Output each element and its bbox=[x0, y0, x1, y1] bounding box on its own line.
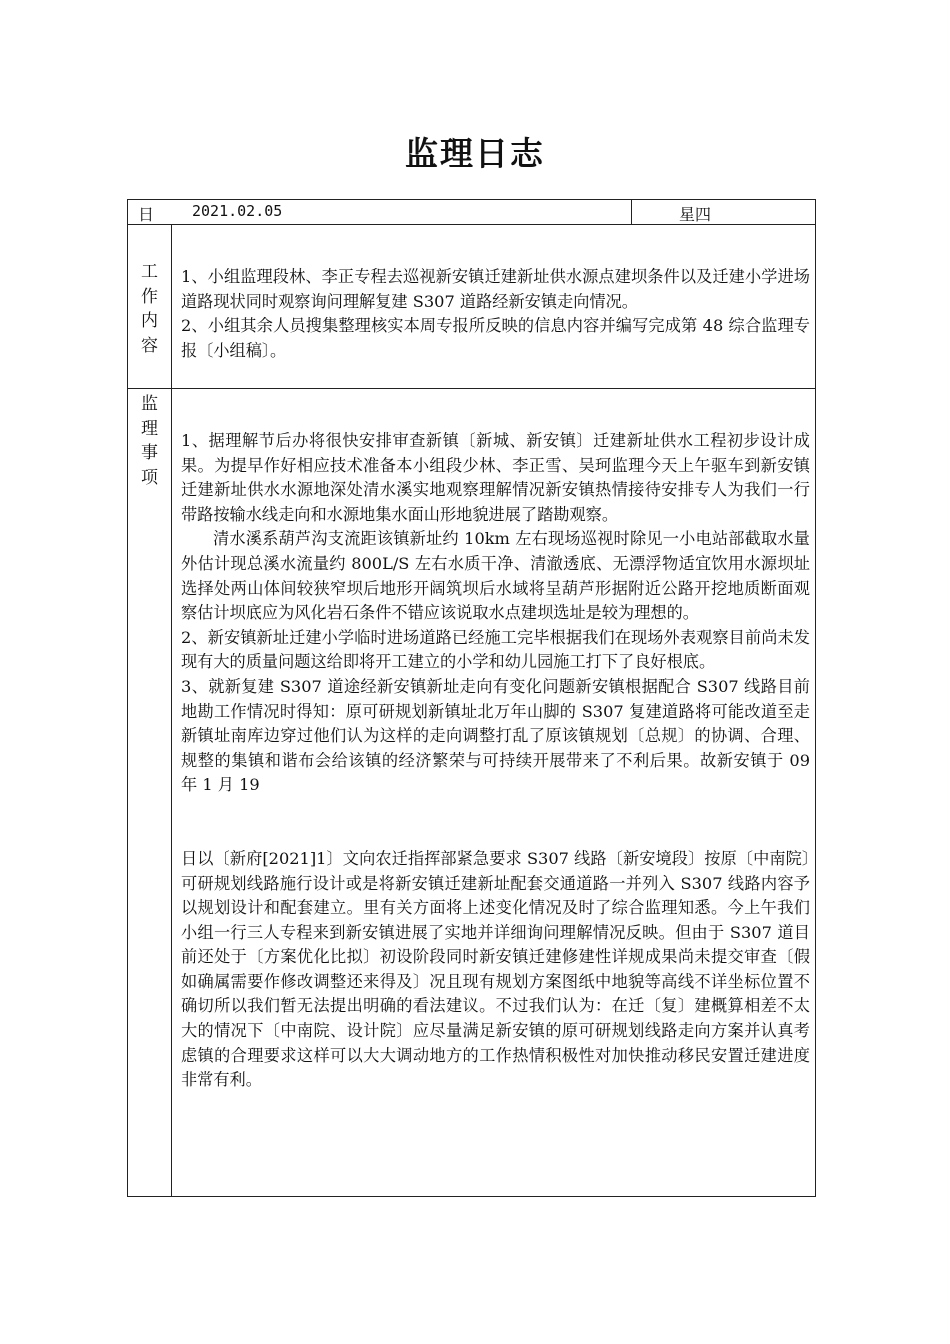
label-char: 项 bbox=[141, 467, 158, 488]
label-char: 监 bbox=[141, 394, 158, 414]
page-title: 监理日志 bbox=[405, 134, 545, 173]
column-divider bbox=[631, 200, 632, 224]
row-divider bbox=[128, 388, 815, 389]
label-char: 理 bbox=[141, 418, 158, 439]
label-char: 作 bbox=[141, 286, 158, 307]
supervision-paragraph: 3、就新复建 S307 道途经新安镇新址走向有变化问题新安镇根据配合 S307 线路目前地勘工作情况时得知：原可研规划新镇址北万年山脚的 S307 复建道路将可能改道至走新镇址南库边穿过他们认为这样的走向调整打乱了原该镇规划〔总规〕的协调、合理、规整的集镇和谐布会给该镇的经济繁荣与可持续开展带来了不利后果。故新安镇于 09 年 1 月 19 bbox=[181, 676, 810, 795]
date-value: 2021.02.05 bbox=[192, 202, 283, 220]
supervision-paragraph: 1、据理解节后办将很快安排审查新镇〔新城、新安镇〕迁建新址供水工程初步设计成果。为提早作好相应技术准备本小组段少林、李正雪、吴珂监理今天上午驱车到新安镇迁建新址供水水源地深处清水溪实地观察理解情况新安镇热情接待安排专人为我们一行带路按输水线走向和水源地集水面山形地貌进展了踏勘观察。 bbox=[181, 431, 810, 524]
weekday: 星四 bbox=[679, 205, 712, 224]
label-char: 事 bbox=[141, 443, 158, 463]
date-label: 日 bbox=[138, 205, 155, 224]
label-char: 内 bbox=[141, 311, 158, 331]
work-item: 1、小组监理段林、李正专程去巡视新安镇迁建新址供水源点建坝条件以及迁建小学进场道路现状同时观察询问理解复建 S307 道路经新安镇走向情况。 bbox=[181, 267, 810, 311]
log-table bbox=[127, 199, 816, 1197]
column-divider bbox=[171, 224, 172, 1196]
label-char: 工 bbox=[141, 262, 158, 282]
supervision-items-label bbox=[128, 392, 171, 490]
row-divider bbox=[128, 224, 815, 225]
supervision-items-text bbox=[181, 429, 810, 1093]
work-content-label bbox=[128, 260, 171, 358]
supervision-paragraph: 日以〔新府[2021]1〕文向农迁指挥部紧急要求 S307 线路〔新安境段〕按原〔中南院〕可研规划线路施行设计或是将新安镇迁建新址配套交通道路一并列入 S307 线路内容予以规划设计和配套建立。里有关方面将上述变化情况及时了综合监理知悉。今上午我们小组一行三人专程来到新安镇进展了实地并详细询问理解情况反映。但由于 S307 道目前还处于〔方案优化比拟〕初设阶段同时新安镇迁建修建性详规成果尚未提交审查〔假如确属需要作修改调整还来得及〕况且现有规划方案图纸中地貌等高线不详坐标位置不确切所以我们暂无法提出明确的看法建议。不过我们认为：在迁〔复〕建概算相差不太大的情况下〔中南院、设计院〕应尽量满足新安镇的原可研规划线路走向方案并认真考虑镇的合理要求这样可以大大调动地方的工作热情积极性对加快推动移民安置迁建进度非常有利。 bbox=[181, 848, 810, 1090]
work-item: 2、小组其余人员搜集整理核实本周专报所反映的信息内容并编写完成第 48 综合监理专报〔小组稿〕。 bbox=[181, 316, 810, 360]
supervision-paragraph: 清水溪系葫芦沟支流距该镇新址约 10km 左右现场巡视时除见一小电站部截取水量外估计现总溪水流量约 800L/S 左右水质干净、清澈透底、无漂浮物适宜饮用水源坝址选择处两山体间较狭窄坝后地形开阔筑坝后水域将呈葫芦形据附近公路开挖地质断面观察估计坝底应为风化岩石条件不错应该说取水点建坝选址是较为理想的。 bbox=[181, 529, 810, 623]
label-char: 容 bbox=[141, 335, 158, 356]
page-gap bbox=[181, 798, 810, 847]
work-content-text bbox=[181, 265, 810, 363]
supervision-paragraph: 2、新安镇新址迁建小学临时进场道路已经施工完毕根据我们在现场外表观察目前尚未发现有大的质量问题这给即将开工建立的小学和幼儿园施工打下了良好根底。 bbox=[181, 627, 810, 672]
